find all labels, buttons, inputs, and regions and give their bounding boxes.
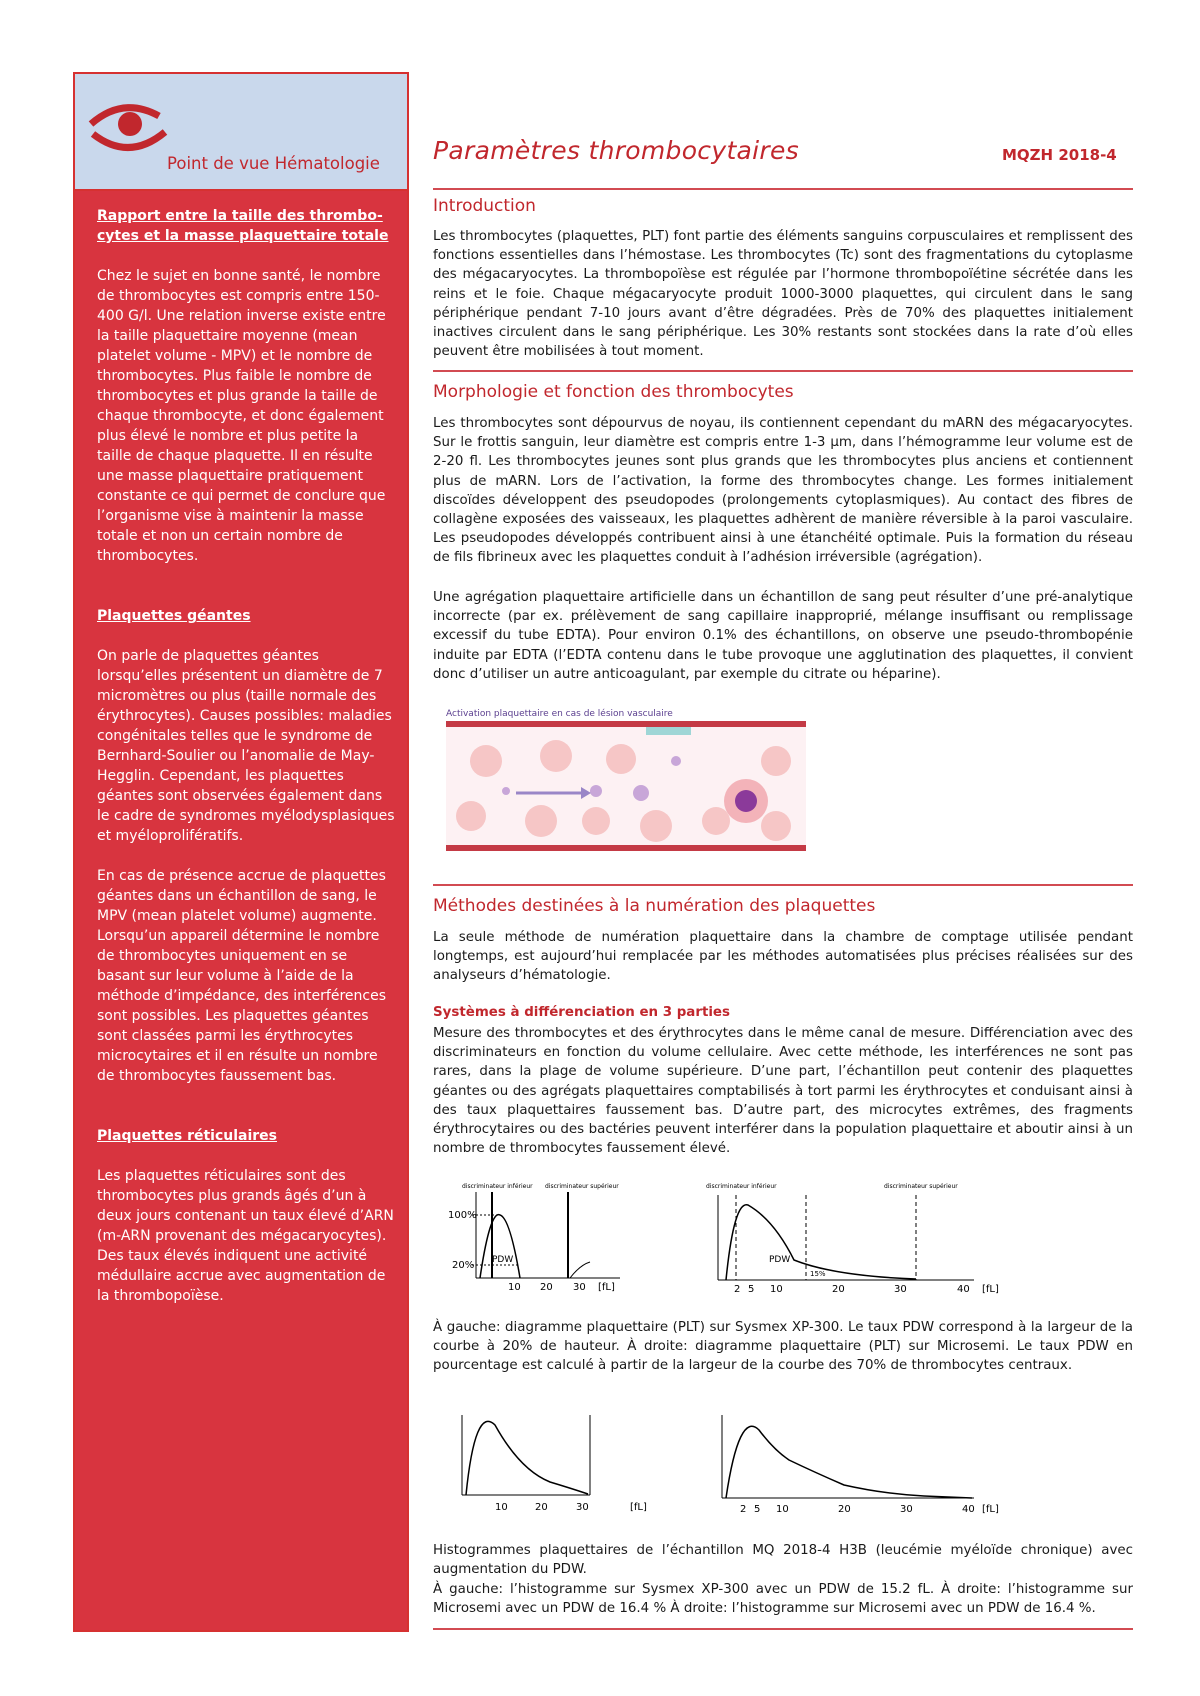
methods-text: La seule méthode de numération plaquettaire dans la chambre de comptage utilisée pendant longtemps, est aujourd’hui remplacée par les méthodes automatisées plus précises réalisées sur des analyseurs d’hématologie. — [433, 930, 1133, 984]
x-tick-20: 20 — [838, 1504, 851, 1515]
brand-label: Point de vue Hématologie — [167, 154, 380, 173]
x-tick-40: 40 — [957, 1284, 970, 1295]
subsection-title: Systèmes à différenciation en 3 parties — [433, 1005, 730, 1020]
x-unit: [fL] — [630, 1502, 647, 1513]
y-tick-20: 20% — [452, 1260, 475, 1271]
figure-title: Activation plaquettaire en cas de lésion vasculaire — [446, 709, 673, 719]
eye-logo-icon — [83, 98, 183, 156]
sidebar-heading-reticulated: Plaquettes réticulaires — [97, 1128, 278, 1144]
x-tick-2: 2 — [734, 1284, 741, 1295]
divider — [433, 370, 1133, 372]
intro-text: Les thrombocytes (plaquettes, PLT) font partie des éléments sanguins corpusculaires et remplissent des fonctions essentielles dans l’hémostase. Les thrombocytes (Tc) sont des fragmentations du cytoplasme des mégacaryocytes. La thrombopoïèse est régulée par l’hormone thrombopoïétine sécrétée dans les reins et le foie. Chaque mégacaryocyte produit 1000-3000 plaquettes, qui circulent dans le sang périphérique pendant 7-10 jours avant d’être dégradées. Près de 70% des plaquettes initialement inactives circulent dans le sang périphérique. Les 30% restants sont stockées dans la rate d’où elles peuvent être mobilisées à tout moment. — [433, 229, 1133, 360]
divider — [433, 188, 1133, 190]
pdw-label: PDW — [492, 1255, 514, 1265]
percent-label: 15% — [810, 1270, 826, 1278]
caption-discriminators: À gauche: diagramme plaquettaire (PLT) sur Sysmex XP-300. Le taux PDW correspond à la largeur de la courbe à 20% de hauteur. À droite: diagramme plaquettaire (PLT) sur Microsemi. Le taux PDW en pourcentage est calculé à partir de la largeur de la courbe des 70% de thrombocytes centraux. — [433, 1320, 1133, 1374]
x-unit: [fL] — [982, 1504, 999, 1515]
disc-high-label: discriminateur supérieur — [545, 1183, 619, 1190]
caption-sample-1: Histogrammes plaquettaires de l’échantillon MQ 2018-4 H3B (leucémie myéloïde chronique) avec augmentation du PDW. — [433, 1543, 1133, 1578]
page-title: Paramètres thrombocytaires — [433, 136, 799, 165]
x-tick-20: 20 — [540, 1282, 553, 1293]
x-tick-30: 30 — [576, 1502, 589, 1513]
sidebar-text-giant-1: On parle de plaquettes géantes lorsqu’elles présentent un diamètre de 7 micromètres ou plus (taille normale des érythrocytes). Causes possibles: maladies congénitales telles que le syndrome de Bernhard-Soulier ou l’anomalie de May-Hegglin. Cependant, les plaquettes géantes sont observées également dans le cadre de syndromes myélodysplasiques et myéloprolifératifs. — [97, 648, 395, 844]
methods-sub-text: Mesure des thrombocytes et des érythrocytes dans le même canal de mesure. Différenciation avec des discriminateurs en fonction du volume cellulaire. Avec cette méthode, les interférences ne sont pas rares, dans la plage de volume supérieure. D’une part, l’échantillon peut contenir des plaquettes géantes ou des agrégats plaquettaires comptabilisés à tort parmi les érythrocytes et conduisant ainsi à des taux plaquettaires faussement bas. D’autre part, des microcytes extrêmes, des fragments érythrocytaires ou des bactéries peuvent interférer dans la population plaquettaire et aboutir ainsi à un nombre de thrombocytes faussement élevé. — [433, 1026, 1133, 1157]
document-code: MQZH 2018-4 — [1002, 146, 1117, 164]
section-title-intro: Introduction — [433, 196, 536, 216]
x-tick-10: 10 — [776, 1504, 789, 1515]
x-tick-10: 10 — [495, 1502, 508, 1513]
divider — [433, 1628, 1133, 1630]
x-tick-20: 20 — [535, 1502, 548, 1513]
section-title-methods: Méthodes destinées à la numération des plaquettes — [433, 896, 876, 916]
x-tick-40: 40 — [962, 1504, 975, 1515]
caption-sample-2: À gauche: l’histogramme sur Sysmex XP-300 avec un PDW de 15.2 fL. À droite: l’histogramme sur Microsemi avec un PDW de 16.4 % À droite: l’histogramme sur Microsemi avec un PDW de 16.4 %. — [433, 1582, 1133, 1617]
pdw-label: PDW — [769, 1255, 791, 1265]
vascular-figure — [446, 709, 806, 859]
sidebar-content — [97, 206, 395, 1306]
x-tick-2: 2 — [740, 1504, 747, 1515]
morpho-text-2: Une agrégation plaquettaire artificielle dans un échantillon de sang peut résulter d’une pré-analytique incorrecte (par ex. prélèvement de sang capillaire inapproprié, mélange insuffisant ou remplissage excessif du tube EDTA). Pour environ 0.1% des échantillons, on observe une pseudo-thrombopénie induite par EDTA (l’EDTA contenu dans le tube provoque une agglutination des plaquettes, il convient donc d’utiliser un autre anticoagulant, par exemple du citrate ou héparine). — [433, 590, 1133, 682]
divider — [433, 884, 1133, 886]
sidebar-text-giant-3: Lorsqu’un appareil détermine le nombre de thrombocytes uniquement en se basant sur leur volume à l’aide de la méthode d’impédance, des interférences sont possibles. Les plaquettes géantes sont classées parmi les érythrocytes microcytaires et il en résulte un nombre de thrombocytes faussement bas. — [97, 928, 386, 1084]
x-tick-5: 5 — [754, 1504, 761, 1515]
x-unit: [fL] — [982, 1284, 999, 1295]
histogram-sysmex-discriminators — [440, 1180, 630, 1295]
x-tick-20: 20 — [832, 1284, 845, 1295]
x-tick-30: 30 — [900, 1504, 913, 1515]
sidebar-heading-ratio: Rapport entre la taille des thrombo-cytes et la masse plaquettaire totale — [97, 208, 389, 244]
histogram-microsemi-sample — [714, 1410, 1024, 1520]
histogram-sysmex-sample — [440, 1410, 670, 1520]
morpho-text-1: Les thrombocytes sont dépourvus de noyau, ils contiennent cependant du mARN des mégacaryocytes. Sur le frottis sanguin, leur diamètre est compris entre 1-3 µm, dans l’hémogramme leur volume est de 2-20 fl. Les thrombocytes jeunes sont plus grands que les thrombocytes plus anciens et contiennent plus de mARN. Lors de l’activation, la forme des thrombocytes change. Les formes initialement discoïdes développent des pseudopodes (prolongements cytoplasmiques). Au contact des fibres de collagène exposées des vaisseaux, les plaquettes adhèrent de manière réversible à la paroi vasculaire. Les pseudopodes développés contribuent ainsi à une étanchéité optimale. Puis la formation du réseau de fils fibrineux avec les plaquettes conduit à l’adhésion irréversible (agrégation). — [433, 416, 1133, 566]
sidebar-heading-giant: Plaquettes géantes — [97, 608, 251, 624]
histogram-microsemi-discriminators — [704, 1180, 1024, 1295]
x-tick-10: 10 — [770, 1284, 783, 1295]
sidebar-text-giant-2: En cas de présence accrue de plaquettes géantes dans un échantillon de sang, le MPV (mean platelet volume) augmente. — [97, 868, 386, 924]
disc-low-label: discriminateur inférieur — [706, 1183, 777, 1190]
sidebar — [73, 72, 409, 1632]
x-tick-30: 30 — [894, 1284, 907, 1295]
sidebar-text-ratio: Chez le sujet en bonne santé, le nombre de thrombocytes est compris entre 150-400 G/l. Une relation inverse existe entre la taille plaquettaire moyenne (mean platelet volume - MPV) et le nombre de thrombocytes. Plus faible le nombre de thrombocytes et plus grande la taille de chaque thrombocyte, et donc également plus élevé le nombre et plus petite la taille de chaque plaquette. Il en résulte une masse plaquettaire pratiquement constante ce qui permet de conclure que l’organisme vise à maintenir la masse totale et non un certain nombre de thrombocytes. — [97, 268, 386, 564]
x-tick-30: 30 — [573, 1282, 586, 1293]
disc-high-label: discriminateur supérieur — [884, 1183, 958, 1190]
x-tick-5: 5 — [748, 1284, 755, 1295]
x-unit: [fL] — [598, 1282, 615, 1293]
disc-low-label: discriminateur inférieur — [462, 1183, 533, 1190]
sidebar-text-reticulated: Les plaquettes réticulaires sont des thrombocytes plus grands âgés d’un à deux jours contenant un taux élevé d’ARN (m-ARN provenant des mégacaryocytes). Des taux élevés indiquent une activité médullaire accrue avec augmentation de la thrombopoïèse. — [97, 1168, 394, 1304]
x-tick-10: 10 — [508, 1282, 521, 1293]
section-title-morpho: Morphologie et fonction des thrombocytes — [433, 382, 794, 402]
vascular-illustration — [446, 721, 806, 856]
sidebar-header — [75, 74, 407, 191]
y-tick-100: 100% — [448, 1210, 477, 1221]
